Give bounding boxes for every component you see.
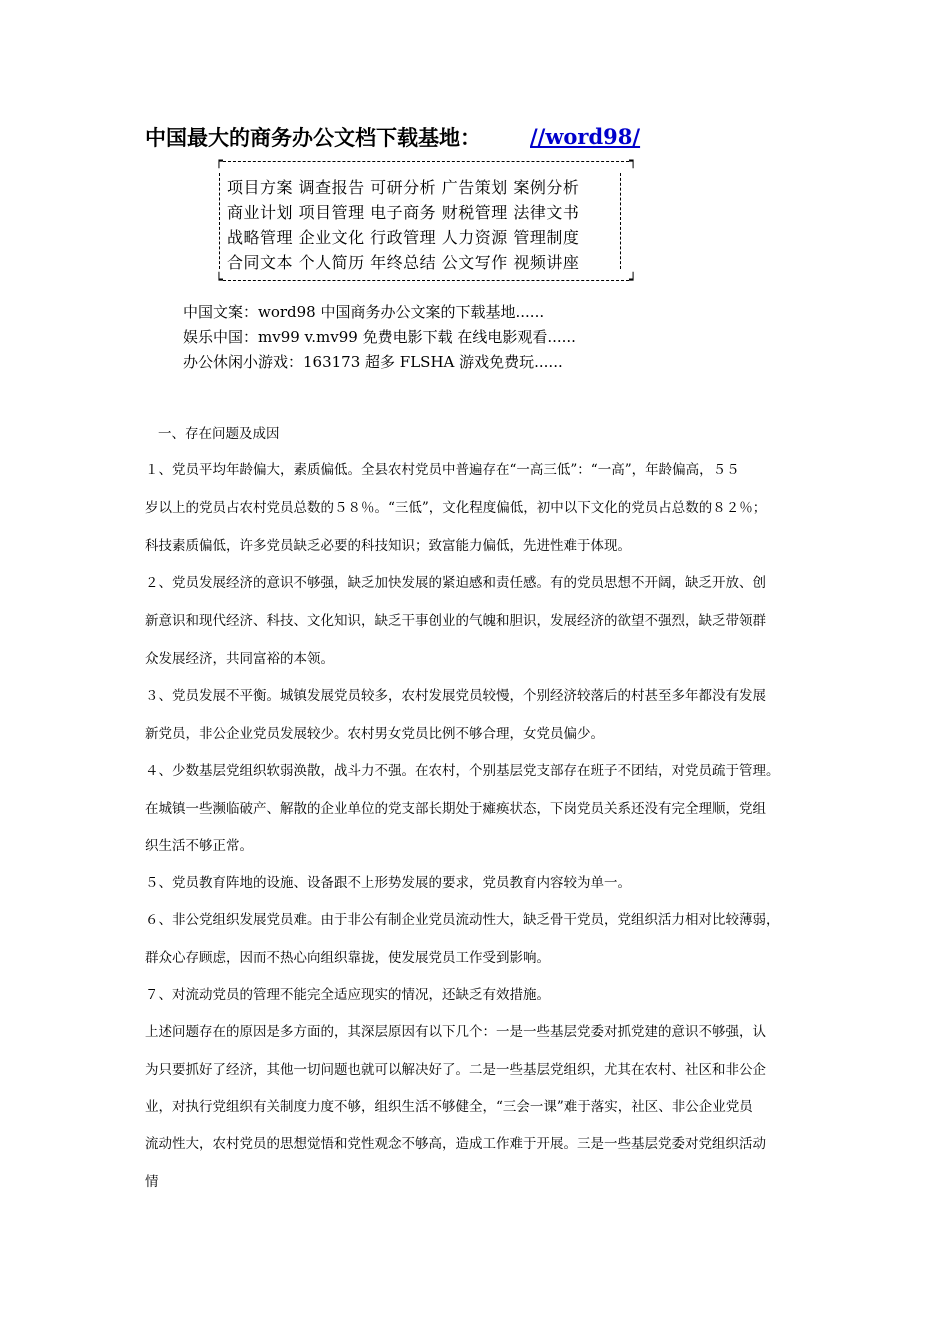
box-corner-top-left: ┍ bbox=[215, 154, 223, 169]
body-line: 流动性大，农村党员的思想觉悟和党性观念不够高，造成工作难于开展。三是一些基层党委对党组织活动 bbox=[145, 1136, 766, 1152]
body-line: 情 bbox=[145, 1174, 159, 1190]
category-row: 商业计划 项目管理 电子商务 财税管理 法律文书 bbox=[227, 203, 580, 222]
body-line: 群众心存顾虑，因而不热心向组织靠拢，使发展党员工作受到影响。 bbox=[145, 950, 550, 966]
body-line: ４、少数基层党组织软弱涣散，战斗力不强。在农村，个别基层党支部存在班子不团结，对党员疏于管理。 bbox=[145, 763, 780, 779]
body-line: 为只要抓好了经济，其他一切问题也就可以解决好了。二是一些基层党组织，尤其在农村、社区和非公企 bbox=[145, 1062, 766, 1078]
body-line: ７、对流动党员的管理不能完全适应现实的情况，还缺乏有效措施。 bbox=[145, 987, 550, 1003]
section-heading: 一、存在问题及成因 bbox=[158, 426, 280, 442]
category-row: 合同文本 个人简历 年终总结 公文写作 视频讲座 bbox=[227, 253, 580, 272]
body-line: 众发展经济，共同富裕的本领。 bbox=[145, 651, 334, 667]
body-line: １、党员平均年龄偏大，素质偏低。全县农村党员中普遍存在“一高三低”：“一高”，年龄偏高，５５ bbox=[145, 462, 740, 478]
page-title: 中国最大的商务办公文档下载基地： bbox=[145, 125, 481, 150]
category-box bbox=[215, 155, 637, 287]
category-row: 战略管理 企业文化 行政管理 人力资源 管理制度 bbox=[227, 228, 580, 247]
category-row: 项目方案 调查报告 可研分析 广告策划 案例分析 bbox=[227, 178, 580, 197]
body-line: 新意识和现代经济、科技、文化知识，缺乏干事创业的气魄和胆识，发展经济的欲望不强烈，缺乏带领群 bbox=[145, 613, 766, 629]
body-line: ６、非公党组织发展党员难。由于非公有制企业党员流动性大，缺乏骨干党员，党组织活力相对比较薄弱， bbox=[145, 912, 780, 928]
body-line: 在城镇一些濒临破产、解散的企业单位的党支部长期处于瘫痪状态，下岗党员关系还没有完全理顺，党组 bbox=[145, 801, 766, 817]
body-line: ２、党员发展经济的意识不够强，缺乏加快发展的紧迫感和责任感。有的党员思想不开阔，缺乏开放、创 bbox=[145, 575, 766, 591]
body-line: 业，对执行党组织有关制度力度不够，组织生活不够健全，“三会一课”难于落实，社区、非公企业党员 bbox=[145, 1099, 753, 1115]
box-corner-top-right: ┑ bbox=[629, 154, 637, 169]
box-border-top bbox=[223, 161, 629, 162]
body-line: 科技素质偏低，许多党员缺乏必要的科技知识；致富能力偏低，先进性难于体现。 bbox=[145, 538, 631, 554]
body-line: 织生活不够正常。 bbox=[145, 838, 253, 854]
site-link[interactable]: //word98/ bbox=[530, 124, 641, 149]
body-line: ５、党员教育阵地的设施、设备跟不上形势发展的要求，党员教育内容较为单一。 bbox=[145, 875, 631, 891]
body-line: ３、党员发展不平衡。城镇发展党员较多，农村发展党员较慢，个别经济较落后的村甚至多年都没有发展 bbox=[145, 688, 766, 704]
body-line: 上述问题存在的原因是多方面的，其深层原因有以下几个：一是一些基层党委对抓党建的意识不够强，认 bbox=[145, 1024, 766, 1040]
box-corner-bottom-right: ┙ bbox=[629, 273, 637, 288]
body-line: 新党员，非公企业党员发展较少。农村男女党员比例不够合理，女党员偏少。 bbox=[145, 726, 604, 742]
promo-line: 办公休闲小游戏：163173 超多 FLSHA 游戏免费玩...... bbox=[183, 353, 563, 371]
promo-line: 娱乐中国：mv99 v.mv99 免费电影下载 在线电影观看...... bbox=[183, 328, 576, 346]
box-border-left bbox=[219, 173, 220, 269]
body-line: 岁以上的党员占农村党员总数的５８％。“三低”，文化程度偏低，初中以下文化的党员占总数的８２％； bbox=[145, 500, 767, 516]
box-corner-bottom-left: ┕ bbox=[215, 273, 223, 288]
box-border-bottom bbox=[223, 280, 629, 281]
promo-line: 中国文案：word98 中国商务办公文案的下载基地...... bbox=[183, 303, 545, 321]
box-border-right bbox=[620, 173, 621, 269]
